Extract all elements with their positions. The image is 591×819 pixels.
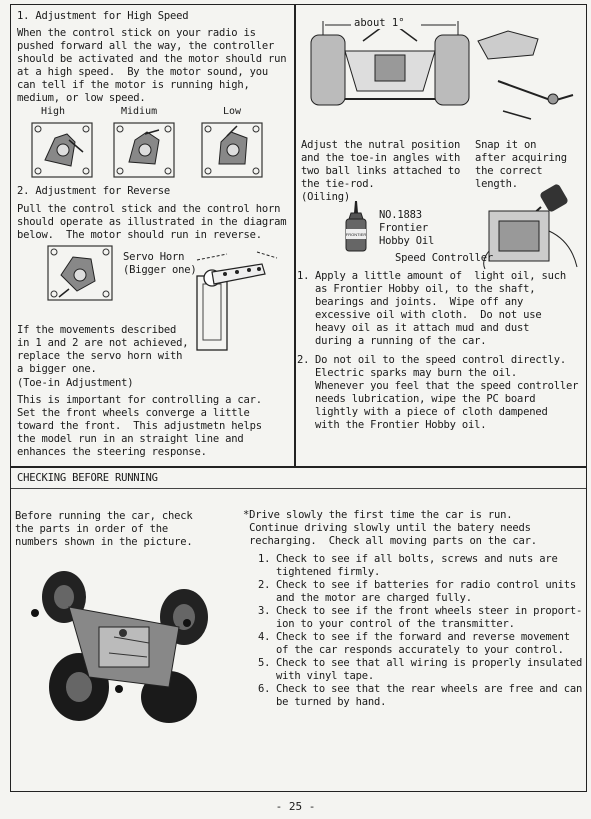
checking-heading: CHECKING BEFORE RUNNING [17, 472, 158, 484]
high-speed-text: When the control stick on your radio is pushed forward all the way, the controller should be activated and the motor should run at a high speed. By the motor sound, you can tell if the motor is running high, medium, or low speed. [17, 27, 287, 104]
checklist-item: 5. Check to see that all wiring is properly insulated with vinyl tape. [258, 657, 583, 682]
angle-label: about 1° [351, 17, 408, 29]
page-number: - 25 - [275, 800, 316, 813]
speed-controller-label: Speed Controller [395, 252, 493, 264]
oil-bottle-illustration [341, 199, 371, 255]
speed-controller-illustration [481, 181, 581, 271]
manual-page [10, 4, 587, 792]
checklist [258, 553, 582, 709]
checklist-item: 2. Check to see if batteries for radio control units and the motor are charged fully. [258, 579, 576, 604]
column-divider [294, 5, 296, 466]
checklist-item: 1. Check to see if all bolts, screws and nuts are tightened firmly. [258, 553, 558, 578]
oiling-heading: (Oiling) [301, 191, 350, 203]
snap-text: Snap it on after acquiring the correct length. [475, 139, 567, 190]
reverse-text: Pull the control stick and the control horn should operate as illustrated in the diagram below. The motor should run in reverse. [17, 203, 287, 241]
checking-intro: *Drive slowly the first time the car is run. Continue driving slowly until the batery needs recharging. Check all moving parts on the car. [243, 509, 537, 547]
reverse-heading: 2. Adjustment for Reverse [17, 185, 171, 197]
checking-left-text: Before running the car, check the parts in order of the numbers shown in the picture. [15, 510, 193, 548]
oil-name: NO.1883 Frontier Hobby Oil [379, 209, 435, 247]
car-illustration [19, 557, 229, 727]
toe-in-heading: (Toe-in Adjustment) [17, 377, 134, 389]
label-high: High [41, 106, 66, 117]
high-speed-heading: 1. Adjustment for High Speed [17, 10, 189, 22]
label-low: Low [223, 106, 242, 117]
oil-bottle-brand: FRONTIER [345, 232, 367, 237]
oiling-item: 2. Do not oil to the speed control directly. Electric sparks may burn the oil. Whenever you feel that the speed controller needs lubrication, wipe the PC board lightly with a piece of cloth dampened with the Frontier Hobby oil. [297, 354, 579, 431]
servo-horn-illustration [187, 250, 282, 355]
checklist-item: 6. Check to see that the rear wheels are free and can be turned by hand. [258, 683, 583, 708]
checklist-item: 3. Check to see if the front wheels steer in proport- ion to your control of the transmitter. [258, 605, 583, 630]
checking-heading-underline [11, 488, 586, 489]
reverse-note: If the movements described in 1 and 2 are not achieved, replace the servo horn with a bigger one. [17, 324, 189, 375]
oiling-item: 1. Apply a little amount of light oil, such as Frontier Hobby oil, to the shaft, bearings and joints. Wipe off any excessive oil with cloth. Do not use heavy oil as it attach mud and dust during a running of the car. [297, 270, 566, 347]
oiling-list [297, 270, 578, 432]
checklist-item: 4. Check to see if the forward and reverse movement of the car responds accurately to your control. [258, 631, 570, 656]
section-divider [11, 466, 586, 468]
label-midium: Midium [121, 106, 158, 117]
controller-low-illustration [201, 122, 263, 178]
front-suspension-illustration [303, 11, 583, 137]
controller-reverse-illustration [47, 245, 113, 301]
servo-horn-label: Servo Horn (Bigger one) [123, 251, 197, 276]
toe-in-text: This is important for controlling a car. Set the front wheels converge a little toward the front. This adjustmetn helps the model run in an straight line and enhances the steering response. [17, 394, 262, 458]
adjust-neutral-text: Adjust the nutral position and the toe-in angles with two ball links attached to the tie-rod. [301, 139, 461, 190]
controller-midium-illustration [113, 122, 175, 178]
controller-high-illustration [31, 122, 93, 178]
